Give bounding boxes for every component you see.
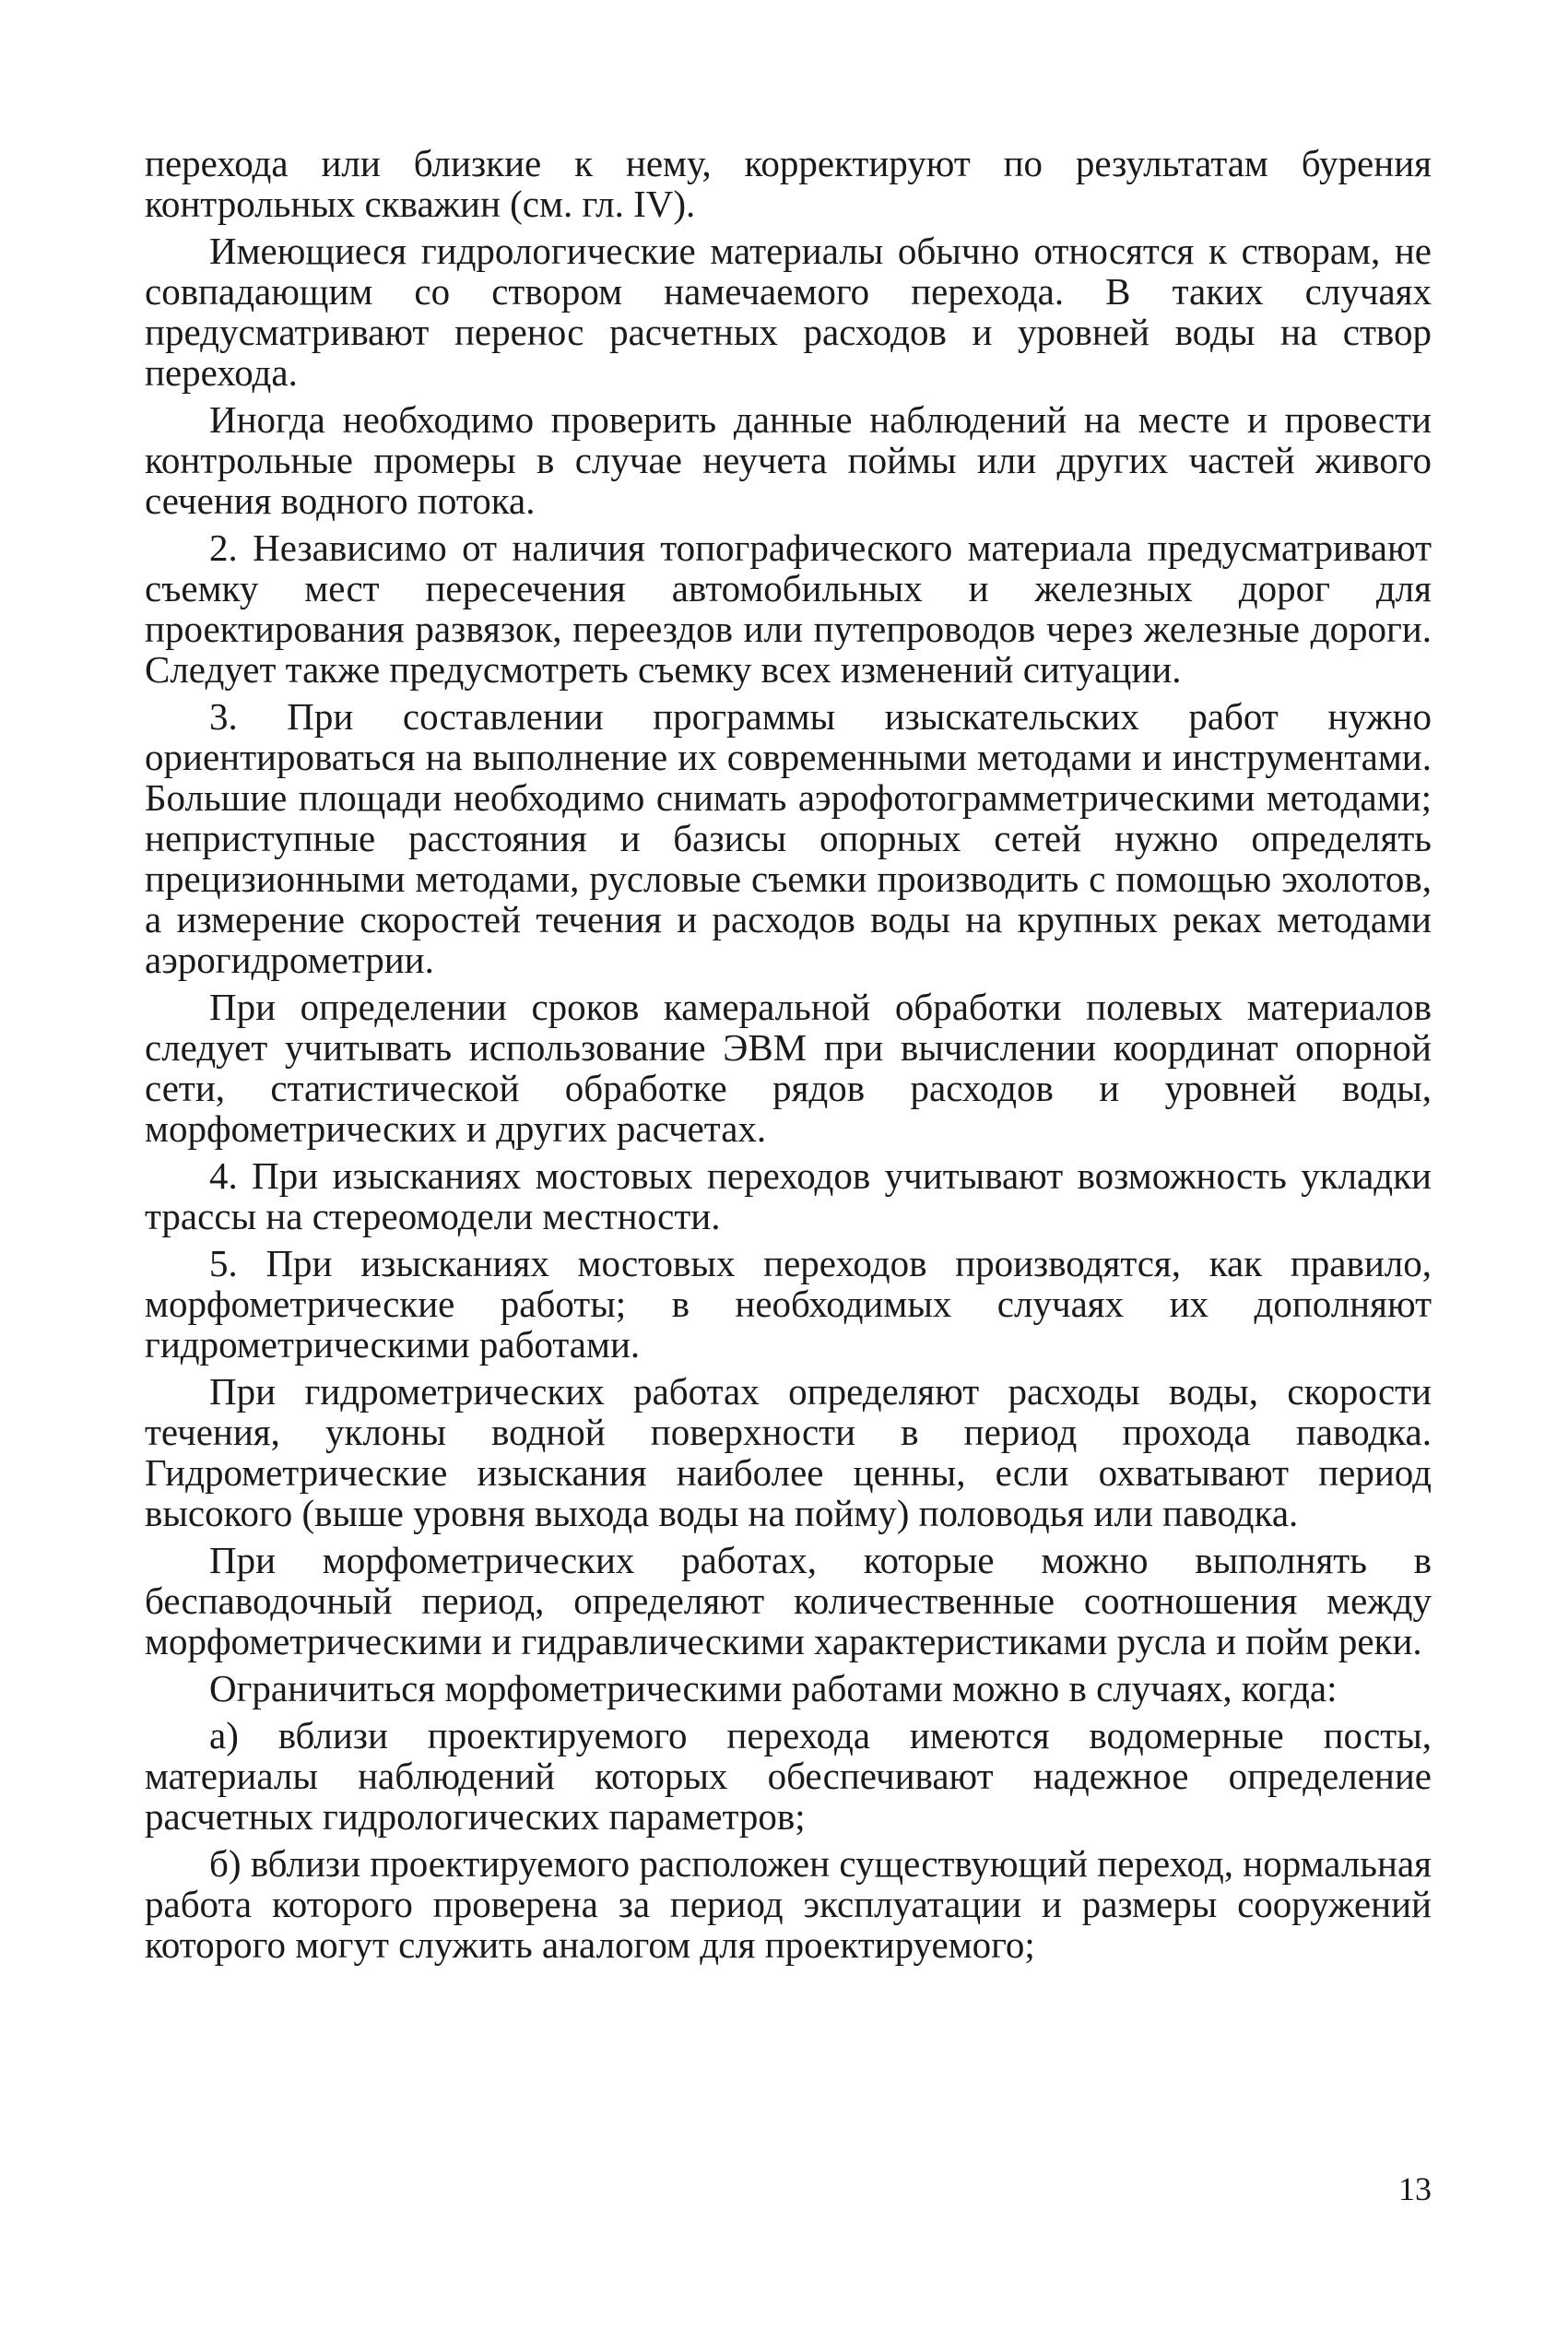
- paragraph: 4. При изысканиях мостовых переходов учитывают возможность укладки трассы на стереомодели местности.: [145, 1154, 1432, 1237]
- paragraph: Ограничиться морфометрическими работами можно в случаях, когда:: [209, 1667, 1338, 1709]
- paragraph: 2. Независимо от наличия топографического материала предусматривают съемку мест пересечения автомобильных и железных дорог для проектирования развязок, переездов или путепроводов через железные дороги. Следует также предусмотреть съемку всех изменений ситуации.: [145, 526, 1432, 691]
- paragraph: а) вблизи проектируемого перехода имеются водомерные посты, материалы наблюдений которых обеспечивают надежное определение расчетных гидрологических параметров;: [145, 1714, 1432, 1838]
- paragraph: При морфометрических работах, которые можно выполнять в беспаводочный период, определяют количественные соотношения между морфометрическими и гидравлическими характеристиками русла и пойм реки.: [145, 1539, 1432, 1662]
- paragraph: При определении сроков камеральной обработки полевых материалов следует учитывать использование ЭВМ при вычислении координат опорной сети, статистической обработке рядов расходов и уровней воды, морфометрических и других расчетах.: [145, 986, 1432, 1150]
- paragraph: При гидрометрических работах определяют расходы воды, скорости течения, уклоны водной поверхности в период прохода паводка. Гидрометрические изыскания наиболее ценны, если охватывают период высокого (выше уровня выхода воды на пойму) половодья или паводка.: [145, 1370, 1432, 1534]
- paragraph: Иногда необходимо проверить данные наблюдений на месте и провести контрольные промеры в случае неучета поймы или других частей живого сечения водного потока.: [145, 398, 1432, 522]
- paragraph: Имеющиеся гидрологические материалы обычно относятся к створам, не совпадающим со створом намечаемого перехода. В таких случаях предусматривают перенос расчетных расходов и уровней воды на створ перехода.: [145, 230, 1432, 394]
- paragraph: перехода или близкие к нему, корректируют по результатам бурения контрольных скважин (см. гл. IV).: [145, 142, 1432, 225]
- page-number: 13: [1398, 2170, 1432, 2207]
- page-body: [145, 143, 1432, 1971]
- paragraph: б) вблизи проектируемого расположен существующий переход, нормальная работа которого проверена за период эксплуатации и размеры сооружений которого могут служить аналогом для проектируемого;: [145, 1842, 1432, 1966]
- paragraph: 5. При изысканиях мостовых переходов производятся, как правило, морфометрические работы; в необходимых случаях их дополняют гидрометрическими работами.: [145, 1242, 1432, 1366]
- paragraph: 3. При составлении программы изыскательских работ нужно ориентироваться на выполнение их современными методами и инструментами. Большие площади необходимо снимать аэрофотограмметрическими методами; неприступные расстояния и базисы опорных сетей нужно определять прецизионными методами, русловые съемки производить с помощью эхолотов, а измерение скоростей течения и расходов воды на крупных реках методами аэрогидрометрии.: [145, 695, 1432, 981]
